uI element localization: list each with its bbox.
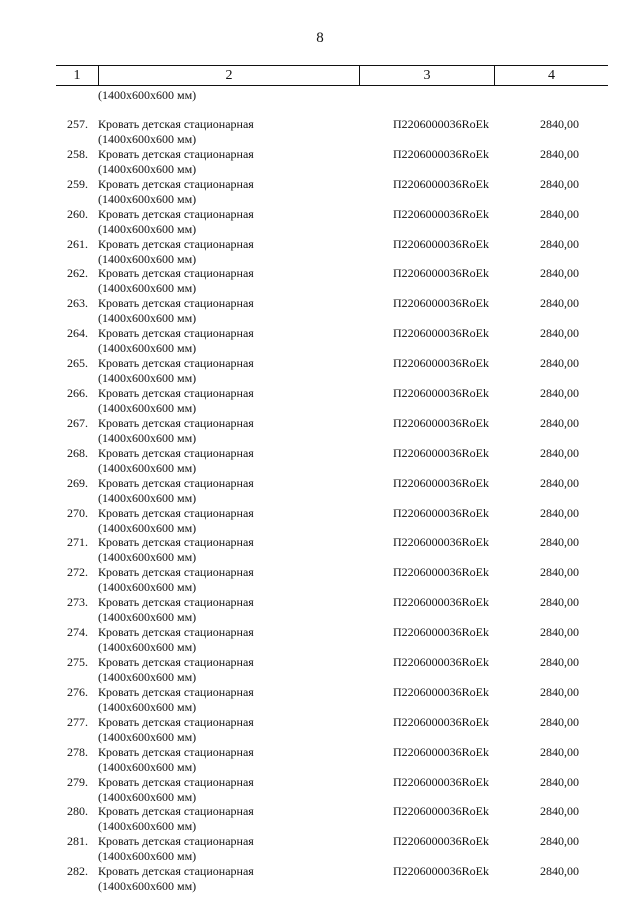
- item-code: П2206000036RoEk: [393, 475, 489, 490]
- row-number: 282.: [67, 864, 88, 879]
- item-size: (1400x600x600 мм): [98, 251, 197, 266]
- item-name: Кровать детская стационарная: [98, 804, 254, 819]
- row-number: 270.: [67, 505, 88, 520]
- item-code: П2206000036RoEk: [393, 266, 489, 281]
- item-code: П2206000036RoEk: [393, 684, 489, 699]
- item-code: П2206000036RoEk: [393, 625, 489, 640]
- item-name: Кровать детская стационарная: [98, 236, 254, 251]
- item-code: П2206000036RoEk: [393, 236, 489, 251]
- item-name: Кровать детская стационарная: [98, 744, 254, 759]
- table-row: [0, 850, 640, 894]
- item-name: Кровать детская стационарная: [98, 146, 254, 161]
- item-price: 2840,00: [540, 804, 579, 819]
- item-size: (1400x600x600 мм): [98, 879, 197, 894]
- item-price: 2840,00: [540, 356, 579, 371]
- table-row: [0, 462, 640, 505]
- item-name: Кровать детская стационарная: [98, 505, 254, 520]
- table-row: [0, 223, 640, 266]
- item-price: 2840,00: [540, 655, 579, 670]
- table-row: [0, 103, 640, 146]
- row-number: 272.: [67, 565, 88, 580]
- item-code: П2206000036RoEk: [393, 326, 489, 341]
- row-number: 261.: [67, 236, 88, 251]
- item-size: (1400x600x600 мм): [98, 401, 197, 416]
- item-price: 2840,00: [540, 176, 579, 191]
- item-name: Кровать детская стационарная: [98, 834, 254, 849]
- item-size: (1400x600x600 мм): [98, 759, 197, 774]
- item-code: П2206000036RoEk: [393, 864, 489, 879]
- table-body: [0, 88, 640, 894]
- row-number: 266.: [67, 386, 88, 401]
- item-name: Кровать детская стационарная: [98, 475, 254, 490]
- table-row: [0, 731, 640, 774]
- table-row: [0, 342, 640, 386]
- row-number: 280.: [67, 804, 88, 819]
- item-code: П2206000036RoEk: [393, 117, 489, 131]
- row-number: 275.: [67, 655, 88, 670]
- header-col-1: 1: [56, 66, 99, 85]
- table-row: [0, 611, 640, 655]
- row-number: 269.: [67, 475, 88, 490]
- item-name: Кровать детская стационарная: [98, 445, 254, 460]
- item-size: (1400x600x600 мм): [98, 281, 197, 296]
- item-price: 2840,00: [540, 864, 579, 879]
- row-number: 271.: [67, 535, 88, 550]
- item-size: (1400x600x600 мм): [98, 699, 197, 714]
- item-name: Кровать детская стационарная: [98, 386, 254, 401]
- item-size: (1400x600x600 мм): [98, 550, 197, 565]
- table-header: [56, 65, 608, 86]
- item-code: П2206000036RoEk: [393, 415, 489, 430]
- header-col-4: 4: [548, 67, 555, 83]
- item-size: (1400x600x600 мм): [98, 460, 197, 475]
- item-size: (1400x600x600 мм): [98, 610, 197, 625]
- item-price: 2840,00: [540, 684, 579, 699]
- row-number: 258.: [67, 146, 88, 161]
- item-name: Кровать детская стационарная: [98, 296, 254, 311]
- item-size: (1400x600x600 мм): [98, 132, 197, 146]
- item-price: 2840,00: [540, 146, 579, 161]
- item-name: Кровать детская стационарная: [98, 176, 254, 191]
- item-size: (1400x600x600 мм): [98, 161, 197, 176]
- item-price: 2840,00: [540, 744, 579, 759]
- item-code: П2206000036RoEk: [393, 505, 489, 520]
- row-number: 273.: [67, 595, 88, 610]
- item-code: П2206000036RoEk: [393, 834, 489, 849]
- row-number: 262.: [67, 266, 88, 281]
- item-size: (1400x600x600 мм): [98, 789, 197, 804]
- item-price: 2840,00: [540, 386, 579, 401]
- item-size: (1400x600x600 мм): [98, 520, 197, 535]
- table-row: [0, 312, 640, 356]
- table-row: [0, 820, 640, 864]
- item-size: (1400x600x600 мм): [98, 430, 197, 445]
- table-row: [0, 551, 640, 595]
- item-price: 2840,00: [540, 475, 579, 490]
- table-row: [0, 282, 640, 326]
- item-price: 2840,00: [540, 774, 579, 789]
- item-name: Кровать детская стационарная: [98, 415, 254, 430]
- table-row: [0, 402, 640, 445]
- item-code: П2206000036RoEk: [393, 714, 489, 729]
- row-number: 276.: [67, 684, 88, 699]
- item-size: (1400x600x600 мм): [98, 341, 197, 356]
- item-size: (1400x600x600 мм): [98, 311, 197, 326]
- item-name: Кровать детская стационарная: [98, 356, 254, 371]
- item-name: Кровать детская стационарная: [98, 774, 254, 789]
- item-size: (1400x600x600 мм): [98, 221, 197, 236]
- item-name: Кровать детская стационарная: [98, 595, 254, 610]
- item-price: 2840,00: [540, 415, 579, 430]
- row-number: 268.: [67, 445, 88, 460]
- item-name: Кровать детская стационарная: [98, 206, 254, 221]
- page-number: 8: [316, 30, 324, 46]
- item-code: П2206000036RoEk: [393, 176, 489, 191]
- row-number: 257.: [67, 117, 88, 131]
- item-price: 2840,00: [540, 236, 579, 251]
- item-code: П2206000036RoEk: [393, 595, 489, 610]
- item-price: 2840,00: [540, 445, 579, 460]
- item-name: Кровать детская стационарная: [98, 535, 254, 550]
- item-code: П2206000036RoEk: [393, 535, 489, 550]
- row-number: 277.: [67, 714, 88, 729]
- item-price: 2840,00: [540, 714, 579, 729]
- item-code: П2206000036RoEk: [393, 774, 489, 789]
- item-name: Кровать детская стационарная: [98, 684, 254, 699]
- item-name: Кровать детская стационарная: [98, 864, 254, 879]
- row-number: 265.: [67, 356, 88, 371]
- item-code: П2206000036RoEk: [393, 804, 489, 819]
- row-number: 279.: [67, 774, 88, 789]
- item-price: 2840,00: [540, 326, 579, 341]
- table-row: [0, 641, 640, 685]
- row-number: 260.: [67, 206, 88, 221]
- item-code: П2206000036RoEk: [393, 146, 489, 161]
- item-name: Кровать детская стационарная: [98, 565, 254, 580]
- table-row: [0, 581, 640, 625]
- item-code: П2206000036RoEk: [393, 356, 489, 371]
- item-size: (1400x600x600 мм): [98, 729, 197, 744]
- table-row: [0, 492, 640, 535]
- table-row: [0, 133, 640, 176]
- table-row: [0, 193, 640, 236]
- table-row: [0, 671, 640, 714]
- item-name: Кровать детская стационарная: [98, 117, 254, 131]
- header-col-3: 3: [360, 66, 495, 85]
- row-number: 263.: [67, 296, 88, 311]
- row-number: 274.: [67, 625, 88, 640]
- item-size: (1400x600x600 мм): [98, 640, 197, 655]
- item-price: 2840,00: [540, 266, 579, 281]
- item-size: (1400x600x600 мм): [98, 819, 197, 834]
- carry-over-line: (1400x600x600 мм): [98, 88, 197, 102]
- table-row: [0, 790, 640, 834]
- item-code: П2206000036RoEk: [393, 296, 489, 311]
- table-row: [0, 701, 640, 744]
- item-size: (1400x600x600 мм): [98, 670, 197, 685]
- item-code: П2206000036RoEk: [393, 655, 489, 670]
- table-row: [0, 432, 640, 475]
- item-price: 2840,00: [540, 565, 579, 580]
- item-price: 2840,00: [540, 206, 579, 221]
- item-name: Кровать детская стационарная: [98, 625, 254, 640]
- item-size: (1400x600x600 мм): [98, 849, 197, 864]
- row-number: 259.: [67, 176, 88, 191]
- table-row: [0, 521, 640, 565]
- row-number: 267.: [67, 415, 88, 430]
- table-row: [0, 252, 640, 296]
- row-number: 278.: [67, 744, 88, 759]
- row-number: 281.: [67, 834, 88, 849]
- row-number: 264.: [67, 326, 88, 341]
- table-row: [0, 372, 640, 416]
- item-price: 2840,00: [540, 834, 579, 849]
- item-code: П2206000036RoEk: [393, 206, 489, 221]
- table-row: [0, 163, 640, 206]
- item-name: Кровать детская стационарная: [98, 326, 254, 341]
- item-price: 2840,00: [540, 296, 579, 311]
- table-row: [0, 761, 640, 804]
- item-size: (1400x600x600 мм): [98, 490, 197, 505]
- item-size: (1400x600x600 мм): [98, 191, 197, 206]
- item-price: 2840,00: [540, 535, 579, 550]
- item-code: П2206000036RoEk: [393, 565, 489, 580]
- item-price: 2840,00: [540, 625, 579, 640]
- item-name: Кровать детская стационарная: [98, 714, 254, 729]
- item-name: Кровать детская стационарная: [98, 655, 254, 670]
- item-size: (1400x600x600 мм): [98, 371, 197, 386]
- item-price: 2840,00: [540, 505, 579, 520]
- item-price: 2840,00: [540, 595, 579, 610]
- header-col-2: 2: [99, 66, 360, 85]
- item-code: П2206000036RoEk: [393, 744, 489, 759]
- item-size: (1400x600x600 мм): [98, 580, 197, 595]
- item-code: П2206000036RoEk: [393, 386, 489, 401]
- item-name: Кровать детская стационарная: [98, 266, 254, 281]
- item-price: 2840,00: [540, 117, 579, 131]
- item-code: П2206000036RoEk: [393, 445, 489, 460]
